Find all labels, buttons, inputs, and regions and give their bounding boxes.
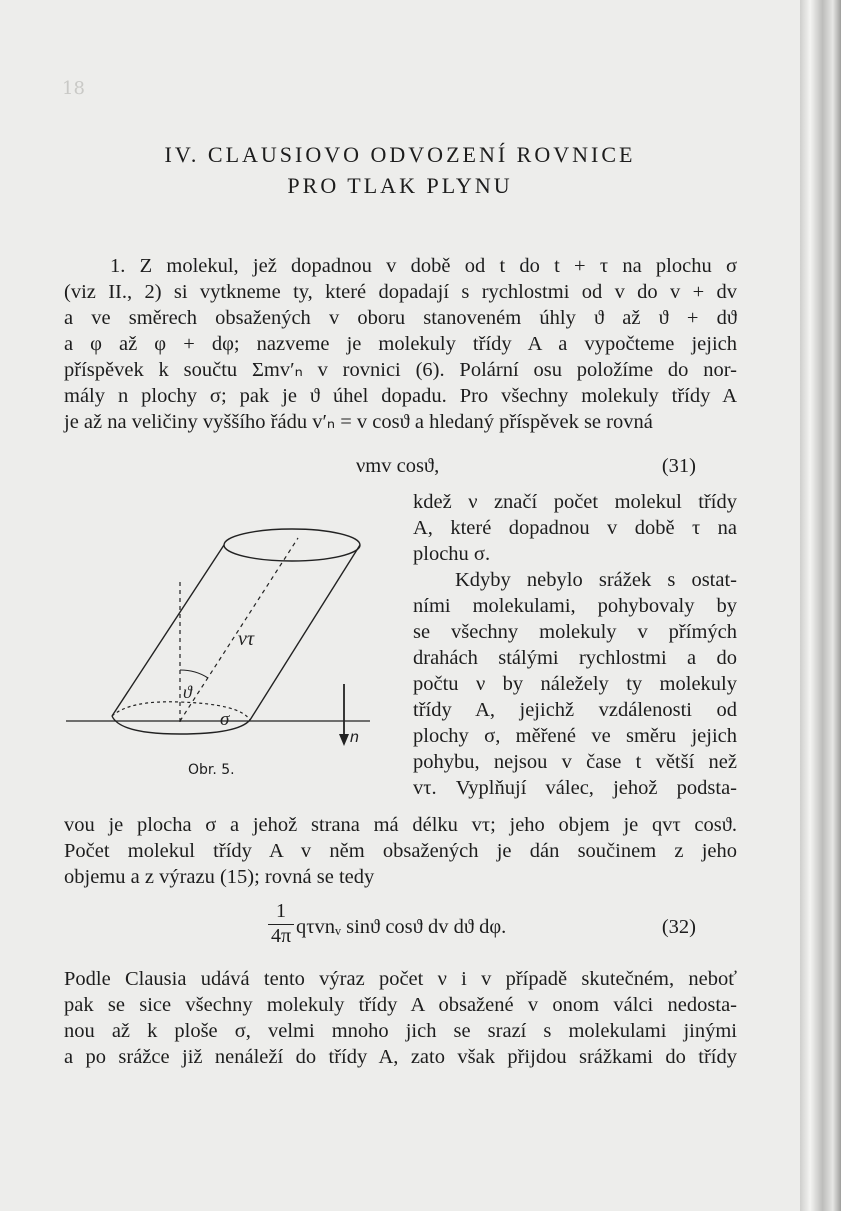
side-text-line: plochy σ, měřené ve směru jejich xyxy=(413,725,737,747)
equation-32-number: (32) xyxy=(661,916,696,938)
side-text-line: plochu σ. xyxy=(413,543,491,565)
paragraph-3 xyxy=(64,966,737,1070)
label-theta: ϑ xyxy=(183,682,192,702)
normal-arrow-head-icon xyxy=(339,734,349,746)
side-text-line: A, které dopadnou v době τ na xyxy=(413,517,737,539)
paragraph-1-line: je až na veličiny vyššího řádu v′ₙ = v cosϑ a hledaný příspěvek se rovná xyxy=(64,411,653,433)
paragraph-1 xyxy=(64,253,737,435)
label-sigma: σ xyxy=(220,709,230,730)
paragraph-2-line: Počet molekul třídy A v něm obsažených je dán součinem z jeho xyxy=(64,840,737,862)
label-vt: vτ xyxy=(238,628,255,650)
equation-31-number: (31) xyxy=(661,455,696,477)
side-text-line: drahách stálými rychlostmi a do xyxy=(413,647,737,669)
paragraph-1-line: a φ až φ + dφ; nazveme je molekuly třídy A a vypočteme jejich xyxy=(64,333,737,355)
figure-caption: Obr. 5. xyxy=(188,762,235,778)
paragraph-2-line: objemu a z výrazu (15); rovná se tedy xyxy=(64,866,375,888)
fraction-numerator: 1 xyxy=(276,900,286,922)
side-text-line: Kdyby nebylo srážek s ostat- xyxy=(455,569,737,591)
side-text xyxy=(413,489,737,801)
cylinder-left-side xyxy=(112,545,224,716)
side-text-line: pohybu, nejsou v čase t větší než xyxy=(413,751,737,773)
paragraph-2-line: vou je plocha σ a jehož strana má délku vτ; jeho objem je qvτ cosϑ. xyxy=(64,814,737,836)
side-text-line: třídy A, jejichž vzdálenosti od xyxy=(413,699,737,721)
page-number: 18 xyxy=(62,78,85,99)
paragraph-3-line: nou až k ploše σ, velmi mnoho jich se srazí s molekulami jinými xyxy=(64,1020,737,1042)
label-n: n xyxy=(350,729,359,746)
cylinder-top-ellipse xyxy=(224,529,360,561)
equation-31: νmv cosϑ, xyxy=(356,455,440,477)
paragraph-3-line: Podle Clausia udává tento výraz počet ν i v případě skutečném, neboť xyxy=(64,968,737,990)
side-text-line: kdež ν značí počet molekul třídy xyxy=(413,491,737,513)
paragraph-3-line: a po srážce již nenáleží do třídy A, zato však přijdou srážkami do třídy xyxy=(64,1046,737,1068)
chapter-heading-line-2: PRO TLAK PLYNU xyxy=(287,173,513,198)
side-text-line: se všechny molekuly v přímých xyxy=(413,621,737,643)
side-text-line: počtu ν by náležely ty molekuly xyxy=(413,673,737,695)
paragraph-1-line: mály n plochy σ; pak je ϑ úhel dopadu. Pro všechny molekuly třídy A xyxy=(64,385,737,407)
side-text-line: vτ. Vyplňují válec, jehož podsta- xyxy=(413,777,737,799)
paragraph-1-line: (viz II., 2) si vytkneme ty, které dopadají s rychlostmi od v do v + dv xyxy=(64,281,737,303)
paragraph-2 xyxy=(64,812,737,890)
equation-32: qτvnᵥ sinϑ cosϑ dv dϑ dφ. xyxy=(296,916,507,938)
side-text-line: ními molekulami, pohybovaly by xyxy=(413,595,737,617)
equation-32-fraction xyxy=(268,900,294,948)
cylinder-figure xyxy=(60,520,380,760)
angle-arc xyxy=(180,670,208,678)
book-gutter xyxy=(800,0,841,1211)
paragraph-1-line: 1. Z molekul, jež dopadnou v době od t do t + τ na plochu σ xyxy=(110,255,737,277)
paragraph-3-line: pak se sice všechny molekuly třídy A obsažené v onom válci nedosta- xyxy=(64,994,737,1016)
chapter-heading-line-1: IV. CLAUSIOVO ODVOZENÍ ROVNICE xyxy=(164,142,636,167)
paragraph-1-line: příspěvek k součtu Σmv′ₙ v rovnici (6). Polární osu položíme do nor- xyxy=(64,359,737,381)
fraction-denominator: 4π xyxy=(268,924,294,948)
paragraph-1-line: a ve směrech obsažených v oboru stanoveném úhly ϑ až ϑ + dϑ xyxy=(64,307,737,329)
